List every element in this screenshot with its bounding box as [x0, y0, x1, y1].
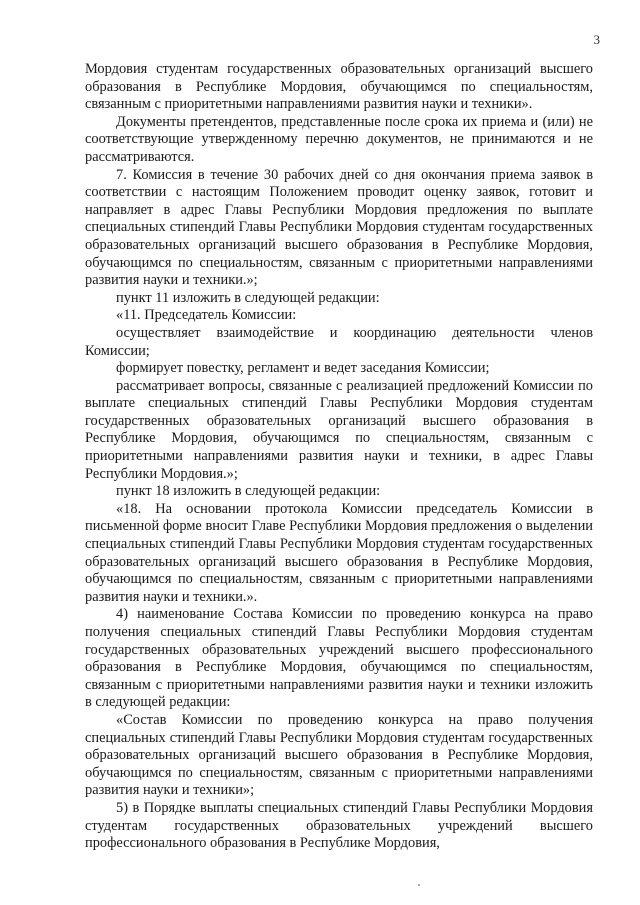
scan-speck [418, 884, 420, 886]
document-body [85, 61, 593, 853]
page-number: 3 [593, 32, 600, 47]
paragraph-continuation: Мордовия студентам государственных образовательных организаций высшего образования в Республике Мордовия, обучающимся по специальностям, связанным с приоритетными направлениями развития науки и техники». [85, 61, 593, 113]
paragraph: Документы претендентов, представленные после срока их приема и (или) не соответствующие утвержденному перечню документов, не принимаются и не рассматриваются. [85, 113, 593, 165]
paragraph-item-11: «11. Председатель Комиссии: [116, 307, 297, 324]
paragraph: пункт 11 изложить в следующей редакции: [116, 289, 380, 306]
paragraph: осуществляет взаимодействие и координацию деятельности членов Комиссии; [85, 324, 593, 359]
paragraph: рассматривает вопросы, связанные с реализацией предложений Комиссии по выплате специальных стипендий Главы Республики Мордовия студентам государственных образовательных организаций высшего образования в Республике Мордовия, обучающимся по специальностям, связанным с приоритетными направлениями развития науки и техники, в адрес Главы Республики Мордовия.»; [85, 377, 593, 482]
paragraph-item-18: «18. На основании протокола Комиссии председатель Комиссии в письменной форме вносит Главе Республики Мордовия предложения о выделении специальных стипендий Главы Республики Мордовия студентам государственных образовательных организаций высшего образования в Республике Мордовия, обучающимся по специальностям, связанным с приоритетными направлениями развития науки и техники.». [85, 500, 593, 605]
paragraph: пункт 18 изложить в следующей редакции: [116, 483, 381, 500]
paragraph-item-7: 7. Комиссия в течение 30 рабочих дней со дня окончания приема заявок в соответствии с настоящим Положением проводит оценку заявок, готовит и направляет в адрес Главы Республики Мордовия предложения по выплате специальных стипендий Главы Республики Мордовия студентам государственных образовательных организаций высшего образования в Республике Мордовия, обучающимся по специальностям, связанным с приоритетными направлениями развития науки и техники.»; [85, 166, 593, 289]
paragraph-item-5: 5) в Порядке выплаты специальных стипендий Главы Республики Мордовия студентам государственных образовательных учреждений высшего профессионального образования в Республике Мордовия, [85, 799, 593, 852]
paragraph: «Состав Комиссии по проведению конкурса на право получения специальных стипендий Главы Республики Мордовия студентам государственных образовательных организаций высшего образования в Республике Мордовия, обучающимся по специальностям, связанным с приоритетными направлениями развития науки и техники»; [85, 711, 593, 799]
paragraph-item-4: 4) наименование Состава Комиссии по проведению конкурса на право получения специальных стипендий Главы Республики Мордовия студентам государственных образовательных учреждений высшего профессионального образования в Республике Мордовия, обучающимся по специальностям, связанным с приоритетными направлениями развития науки и техники изложить в следующей редакции: [85, 606, 593, 711]
paragraph: формирует повестку, регламент и ведет заседания Комиссии; [116, 360, 490, 377]
